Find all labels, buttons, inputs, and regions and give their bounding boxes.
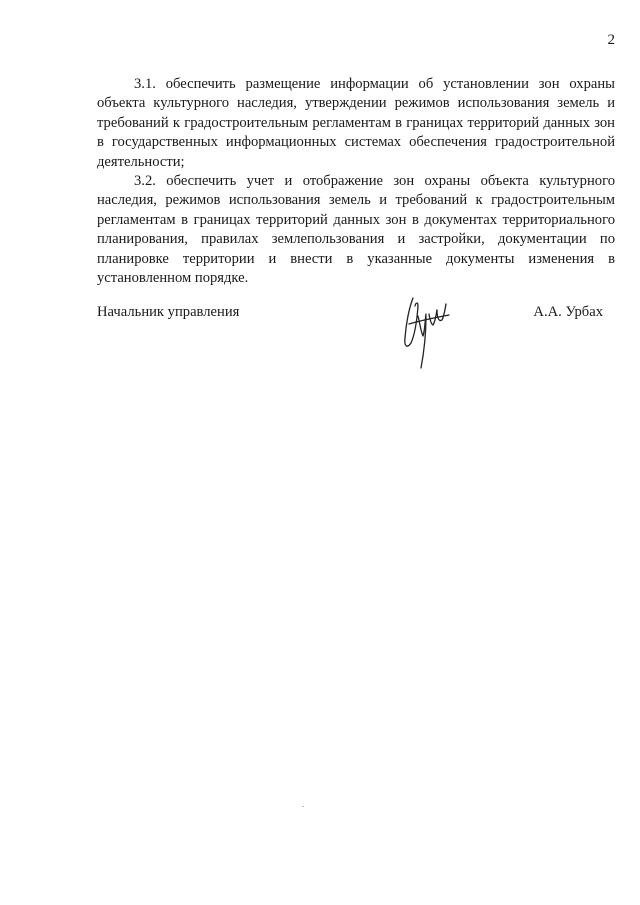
paragraph-3-2: 3.2. обеспечить учет и отображение зон охраны объекта культурного наследия, режимов использования земель и требований к градостроительным регламентам в границах территорий данных зон в документах территориального планирования, правилах землепользования и застройки, документации по планировке территории и внести в указанные документы изменения в установленном порядке. — [97, 173, 615, 287]
scan-dot — [302, 806, 304, 807]
signature-block — [97, 303, 615, 383]
position-title: Начальник управления — [97, 304, 240, 320]
paragraph-3-1: 3.1. обеспечить размещение информации об установлении зон охраны объекта культурного наследия, утверждении режимов использования земель и требований к градостроительным регламентам в границах территорий данных зон в государственных информационных системах обеспечения градостроительной деятельности; — [97, 76, 615, 170]
document-body — [97, 75, 615, 288]
signatory-name: А.А. Урбах — [533, 304, 603, 320]
handwritten-signature — [399, 294, 455, 370]
page-number: 2 — [607, 32, 615, 48]
